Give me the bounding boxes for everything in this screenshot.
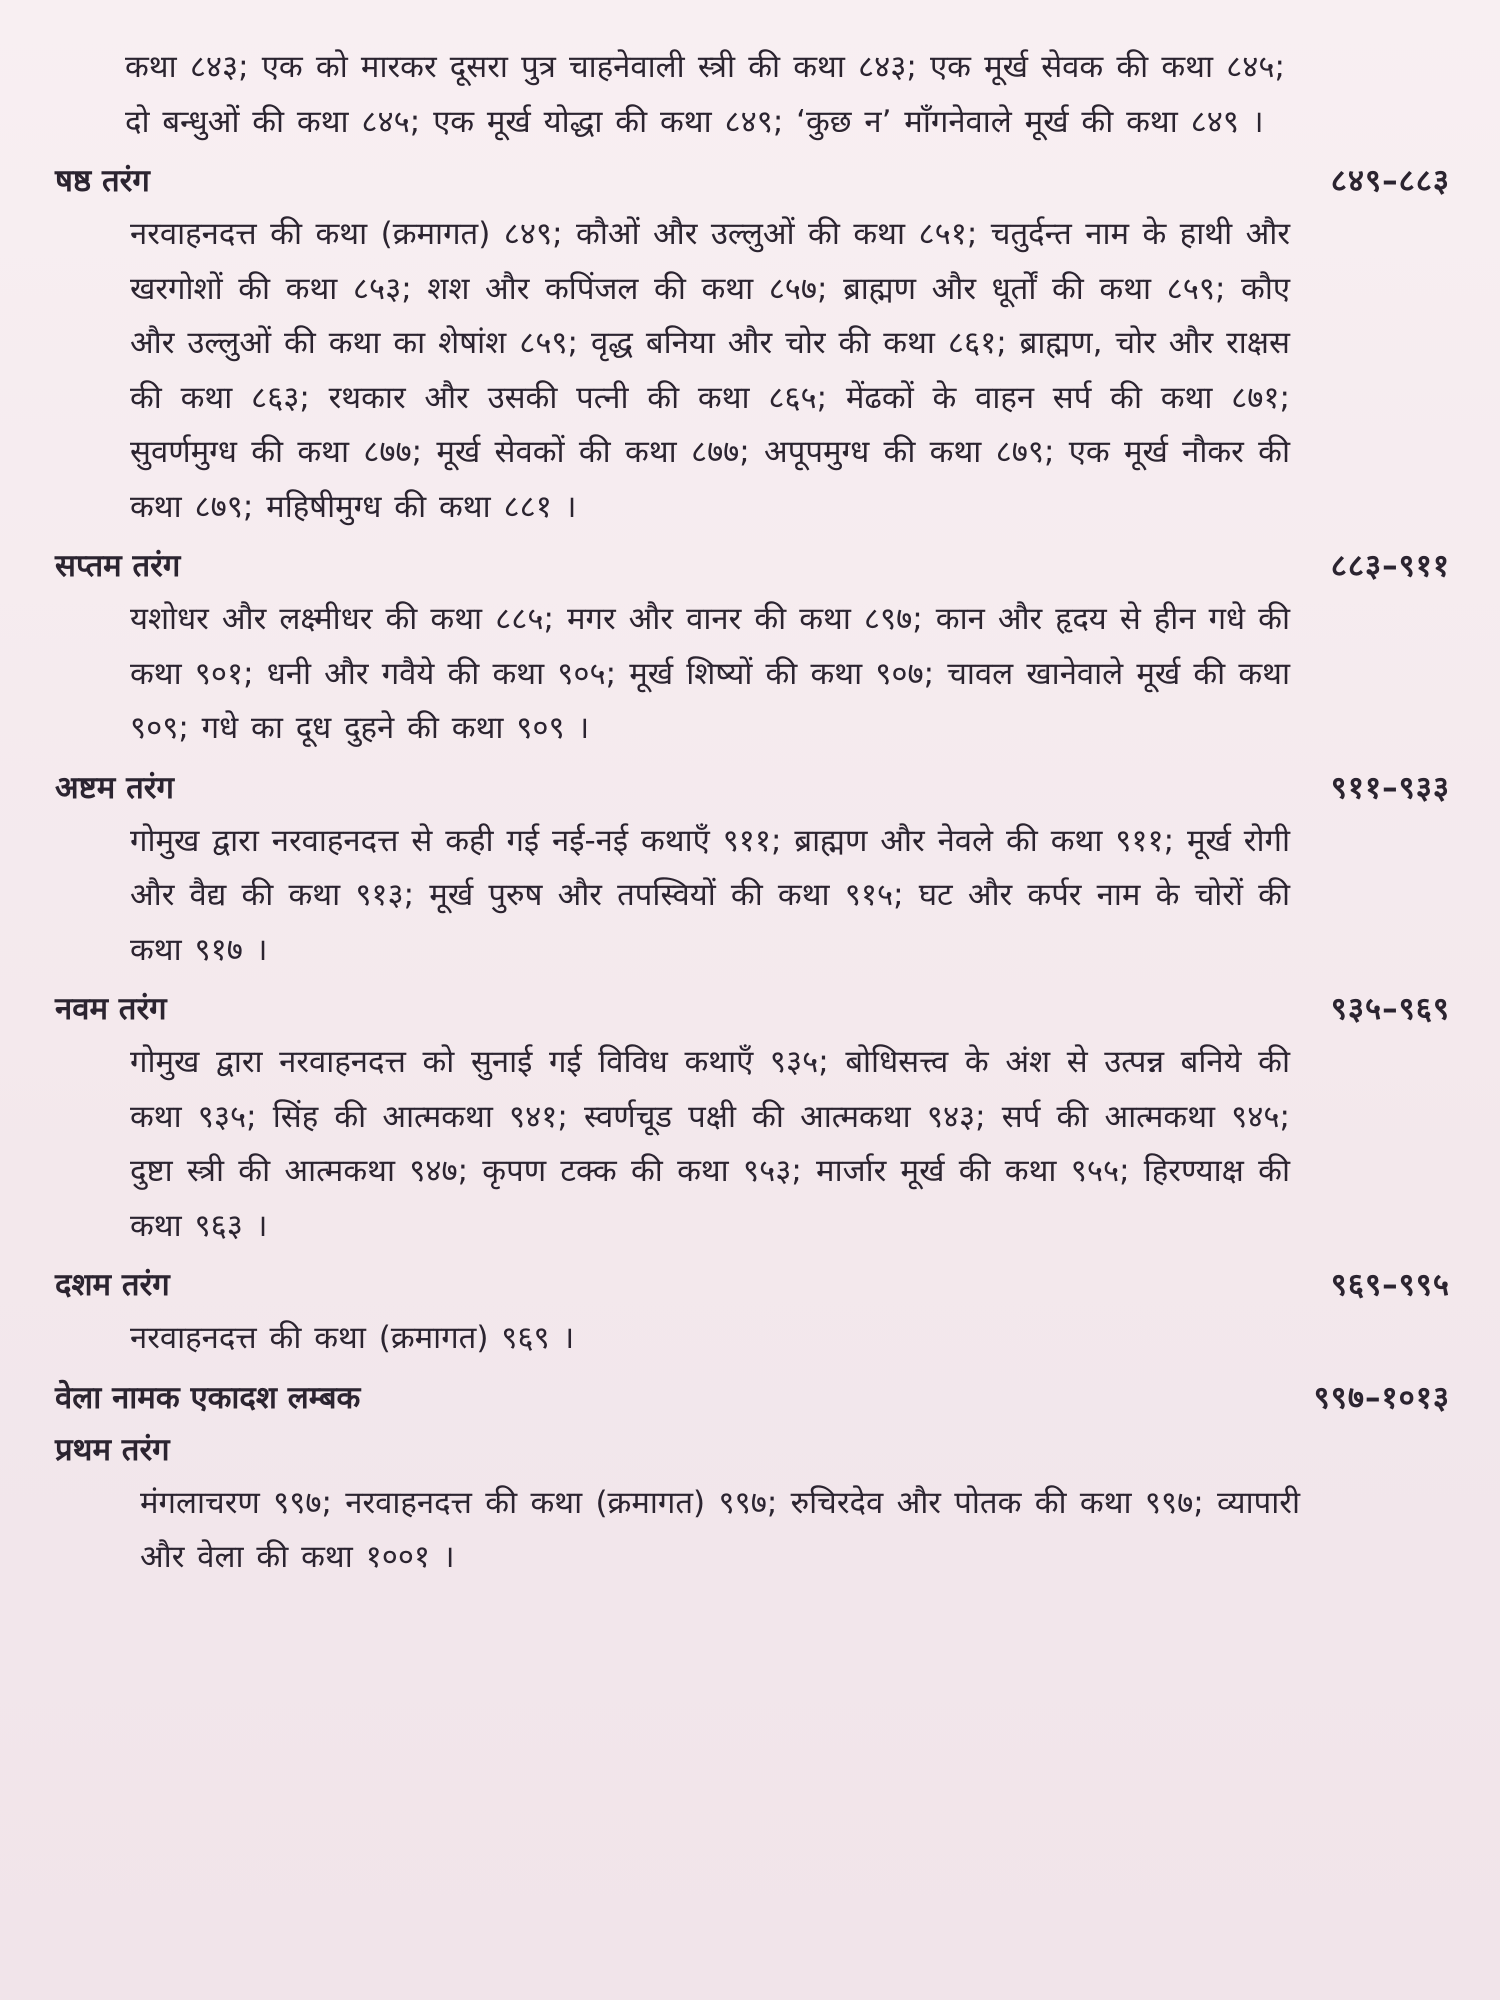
page-range: ९६९–९९५: [1330, 1267, 1450, 1303]
section-pratham-tarang: [55, 1424, 1450, 1585]
page-range: ८४९–८८३: [1330, 163, 1450, 199]
entry-text: गोमुख द्वारा नरवाहनदत्त को सुनाई गई विविध कथाएँ ९३५; बोधिसत्त्व के अंश से उत्पन्न बनिये की कथा ९३५; सिंह की आत्मकथा ९४१; स्वर्णचूड पक्षी की आत्मकथा ९४३; सर्प की आत्मकथा ९४५; दुष्टा स्त्री की आत्मकथा ९४७; कृपण टक्क की कथा ९५३; मार्जार मूर्ख की कथा ९५५; हिरण्याक्ष की कथा ९६३ ।: [130, 1044, 1290, 1244]
section-title: दशम तरंग: [55, 1267, 170, 1303]
section-body: [140, 1476, 1300, 1585]
section-body: [130, 814, 1290, 978]
section-header: [55, 762, 1450, 814]
page-range: ९९७–१०१३: [1313, 1379, 1450, 1416]
section-title: अष्टम तरंग: [55, 769, 174, 806]
entry-text: मंगलाचरण ९९७; नरवाहनदत्त की कथा (क्रमागत) ९९७; रुचिरदेव और पोतक की कथा ९९७; व्यापारी और वेला की कथा १००१ ।: [140, 1484, 1300, 1575]
page-range: ८८३–९११: [1330, 548, 1450, 584]
page-range: ९३५–९६९: [1330, 991, 1450, 1027]
section-body: [130, 1035, 1290, 1253]
section-title: प्रथम तरंग: [55, 1431, 170, 1468]
section-body: [130, 207, 1290, 534]
entry-text: गोमुख द्वारा नरवाहनदत्त से कही गई नई-नई कथाएँ ९११; ब्राह्मण और नेवले की कथा ९११; मूर्ख रोगी और वैद्य की कथा ९१३; मूर्ख पुरुष और तपस्वियों की कथा ९१५; घट और कर्पर नाम के चोरों की कथा ९१७ ।: [130, 822, 1290, 968]
section-title: सप्तम तरंग: [55, 548, 181, 584]
section-body: [130, 592, 1290, 756]
section-navam-tarang: [55, 983, 1450, 1253]
entry-text: नरवाहनदत्त की कथा (क्रमागत) ९६९ ।: [130, 1320, 575, 1356]
section-shashtha-tarang: [55, 155, 1450, 534]
section-header: [55, 540, 1450, 592]
section-ekadash-lambak: [55, 1372, 1450, 1424]
section-header: [55, 1372, 1450, 1424]
section-body: [130, 1311, 1290, 1366]
entry-text: यशोधर और लक्ष्मीधर की कथा ८८५; मगर और वानर की कथा ८९७; कान और हृदय से हीन गधे की कथा ९०१; धनी और गवैये की कथा ९०५; मूर्ख शिष्यों की कथा ९०७; चावल खानेवाले मूर्ख की कथा ९०९; गधे का दूध दुहने की कथा ९०९ ।: [130, 601, 1290, 746]
entry-text: नरवाहनदत्त की कथा (क्रमागत) ८४९; कौओं और उल्लुओं की कथा ८५१; चतुर्दन्त नाम के हाथी और खरगोशों की कथा ८५३; शश और कपिंजल की कथा ८५७; ब्राह्मण और धूर्तों की कथा ८५९; कौए और उल्लुओं की कथा का शेषांश ८५९; वृद्ध बनिया और चोर की कथा ८६१; ब्राह्मण, चोर और राक्षस की कथा ८६३; रथकार और उसकी पत्नी की कथा ८६५; मेंढकों के वाहन सर्प की कथा ८७१; सुवर्णमुग्ध की कथा ८७७; मूर्ख सेवकों की कथा ८७७; अपूपमुग्ध की कथा ८७९; एक मूर्ख नौकर की कथा ८७९; महिषीमुग्ध की कथा ८८१ ।: [130, 216, 1290, 525]
continued-entry: [125, 40, 1285, 149]
section-saptam-tarang: [55, 540, 1450, 756]
section-title: वेला नामक एकादश लम्बक: [55, 1379, 361, 1416]
section-title: षष्ठ तरंग: [55, 163, 150, 199]
page-range: ९११–९३३: [1330, 769, 1450, 806]
section-title: नवम तरंग: [55, 991, 167, 1027]
section-dasham-tarang: [55, 1259, 1450, 1366]
section-header: [55, 155, 1450, 207]
section-ashtam-tarang: [55, 762, 1450, 978]
section-header: [55, 1259, 1450, 1311]
section-header: [55, 983, 1450, 1035]
section-header: [55, 1424, 1450, 1476]
entry-text: कथा ८४३; एक को मारकर दूसरा पुत्र चाहनेवाली स्त्री की कथा ८४३; एक मूर्ख सेवक की कथा ८४५; दो बन्धुओं की कथा ८४५; एक मूर्ख योद्धा की कथा ८४९; ‘कुछ न’ माँगनेवाले मूर्ख की कथा ८४९ ।: [125, 49, 1285, 140]
